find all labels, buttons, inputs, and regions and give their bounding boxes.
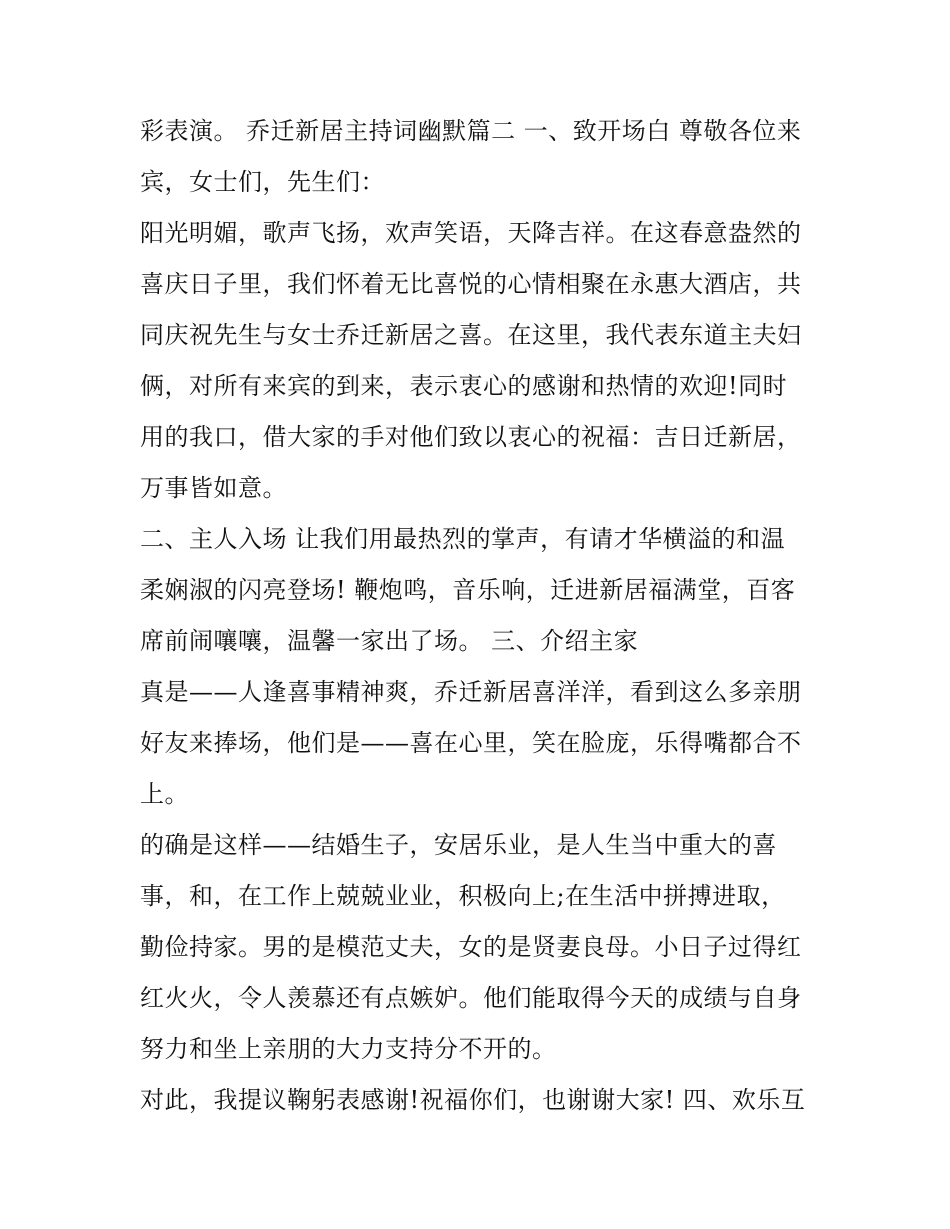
text-line: 努力和坐上亲朋的大力支持分不开的。 — [140, 1035, 557, 1063]
text-line: 宾，女士们，先生们： — [140, 168, 385, 196]
text-line: 好友来捧场，他们是——喜在心里，笑在脸庞，乐得嘴都合不 — [140, 729, 802, 757]
text-line: 阳光明媚，歌声飞扬，欢声笑语，天降吉祥。在这春意盎然的 — [140, 219, 802, 247]
text-line: 真是——人逢喜事精神爽，乔迁新居喜洋洋，看到这么多亲朋 — [140, 678, 802, 706]
text-line: 柔娴淑的闪亮登场! 鞭炮鸣，音乐响，迁进新居福满堂，百客 — [140, 576, 796, 604]
text-line: 对此，我提议鞠躬表感谢!祝福你们，也谢谢大家! 四、欢乐互 — [140, 1086, 806, 1114]
text-line: 上。 — [140, 780, 189, 808]
document-body — [140, 110, 820, 1130]
text-line: 同庆祝先生与女士乔迁新居之喜。在这里，我代表东道主夫妇 — [140, 321, 802, 349]
text-line: 勤俭持家。男的是模范丈夫，女的是贤妻良母。小日子过得红 — [140, 933, 802, 961]
text-line: 二、主人入场 让我们用最热烈的掌声，有请才华横溢的和温 — [140, 525, 786, 553]
text-line: 红火火，令人羡慕还有点嫉妒。他们能取得今天的成绩与自身 — [140, 984, 802, 1012]
text-line: 喜庆日子里，我们怀着无比喜悦的心情相聚在永惠大酒店，共 — [140, 270, 802, 298]
text-line: 席前闹嚷嚷，温馨一家出了场。 三、介绍主家 — [140, 627, 639, 655]
text-line: 事，和，在工作上兢兢业业，积极向上;在生活中拼搏进取， — [140, 882, 786, 910]
text-line: 俩，对所有来宾的到来，表示衷心的感谢和热情的欢迎!同时 — [140, 372, 788, 400]
text-line: 的确是这样——结婚生子，安居乐业，是人生当中重大的喜 — [140, 831, 777, 859]
text-line: 彩表演。 乔迁新居主持词幽默篇二 一、致开场白 尊敬各位来 — [140, 117, 802, 145]
text-line: 万事皆如意。 — [140, 474, 287, 502]
text-line: 用的我口，借大家的手对他们致以衷心的祝福：吉日迁新居， — [140, 423, 802, 451]
